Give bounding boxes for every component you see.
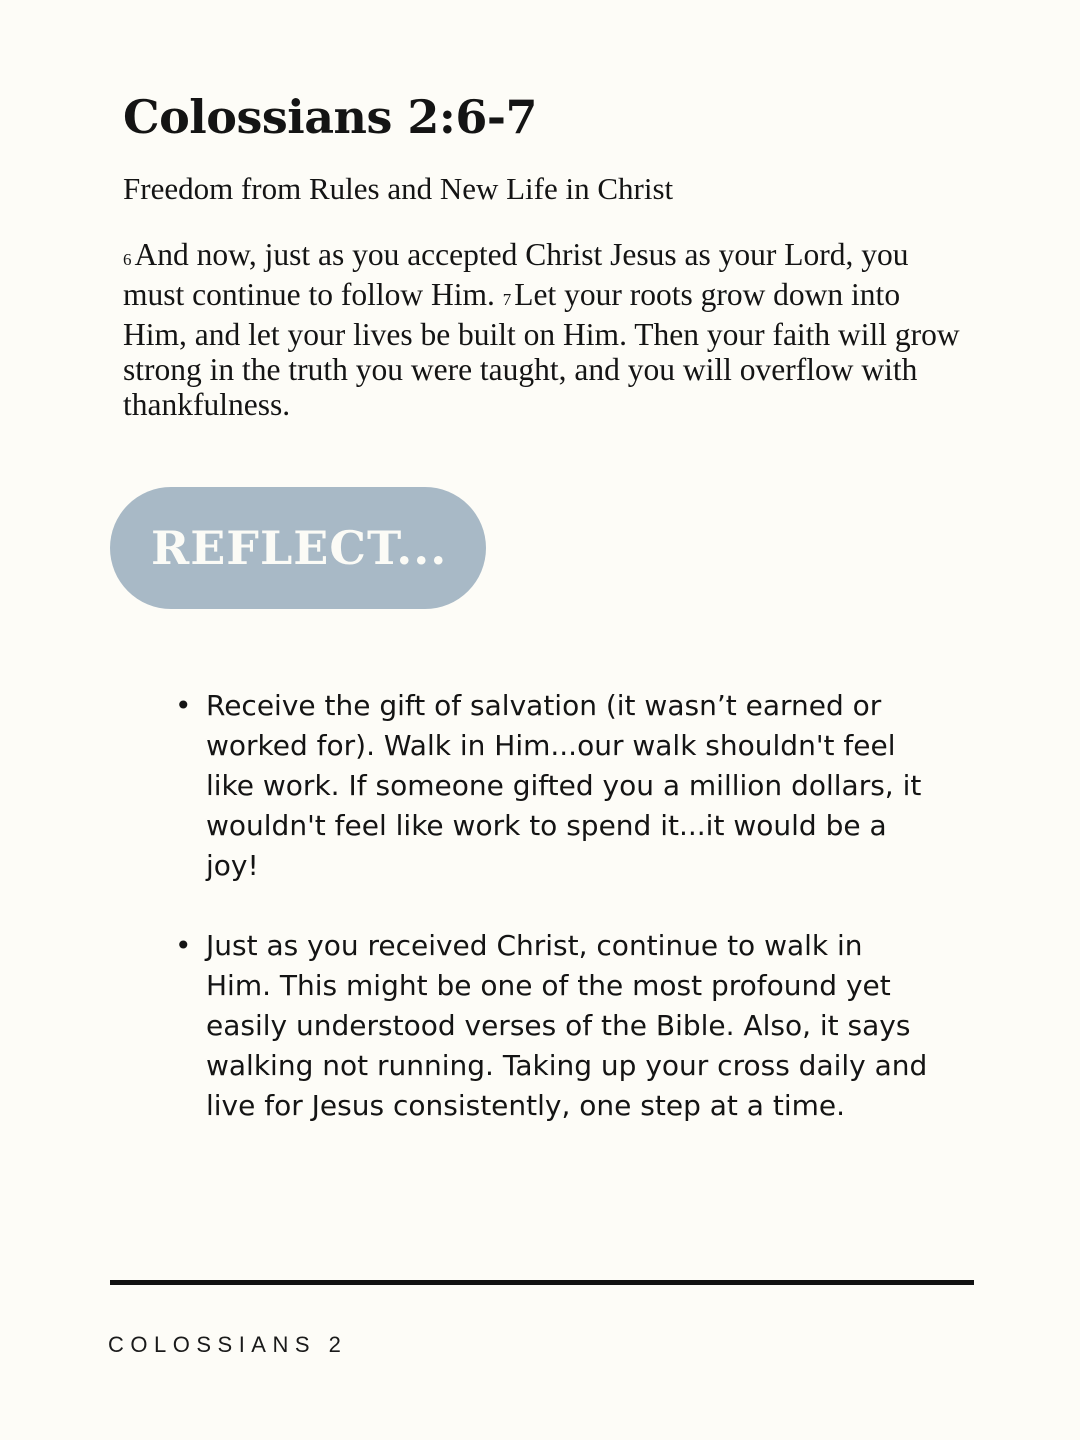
reflect-badge [110,487,486,609]
reflect-label: REFLECT... [151,521,448,575]
divider [110,1280,974,1285]
bullet-icon: • [175,689,192,722]
reflection-list [175,686,936,1166]
reflection-text: Receive the gift of salvation (it wasn’t earned or worked for). Walk in Him...our walk shouldn't feel like work. If someone gifted you a million dollars, it wouldn't feel like work to spend it...it would be a joy! [206,689,922,882]
verse-number-7: 7 [502,290,512,309]
passage-heading: Freedom from Rules and New Life in Christ [123,171,674,206]
footer-label: COLOSSIANS 2 [108,1332,348,1357]
bullet-icon: • [175,929,192,962]
verse-text-7: Let your roots grow down into Him, and let your lives be built on Him. Then your faith will grow strong in the truth you were taught, and you will overflow with thankfulness. [123,277,960,422]
scripture-passage [123,237,963,422]
list-item [175,926,936,1126]
list-item [175,686,936,886]
page-title: Colossians 2:6-7 [123,90,537,144]
verse-number-6: 6 [123,250,132,269]
verse-text-6: And now, just as you accepted Christ Jesus as your Lord, you must continue to follow Him. [123,237,909,312]
reflection-text: Just as you received Christ, continue to walk in Him. This might be one of the most profound yet easily understood verses of the Bible. Also, it says walking not running. Taking up your cross daily and live for Jesus consistently, one step at a time. [206,929,928,1122]
